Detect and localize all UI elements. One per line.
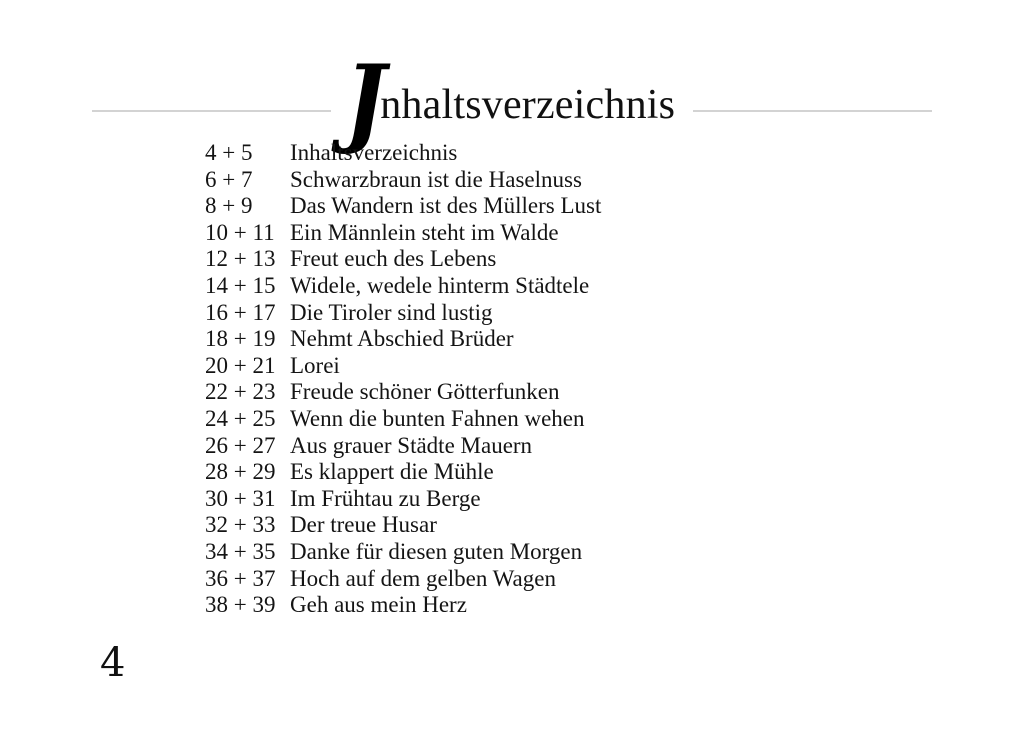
toc-entry-pages: 30 + 31 — [205, 485, 276, 511]
toc-entry-pages: 38 + 39 — [205, 592, 276, 618]
toc-entry-pages: 8 + 9 — [205, 193, 253, 219]
toc-entry-title: Freut euch des Lebens — [290, 246, 497, 272]
toc-entry[interactable] — [0, 406, 1024, 433]
toc-entry[interactable] — [0, 592, 1024, 619]
toc-entry-title: Geh aus mein Herz — [290, 592, 467, 618]
toc-entry-pages: 36 + 37 — [205, 565, 276, 591]
toc-entry-title: Es klappert die Mühle — [290, 459, 494, 485]
drop-cap-initial: J — [344, 44, 381, 157]
toc-entry-pages: 10 + 11 — [205, 219, 275, 245]
toc-entry-title: Wenn die bunten Fahnen wehen — [290, 405, 585, 431]
toc-entry-title: Freude schöner Götterfunken — [290, 379, 560, 405]
toc-entry-title: Widele, wedele hinterm Städtele — [290, 272, 590, 298]
toc-entry-title: Das Wandern ist des Müllers Lust — [290, 193, 602, 219]
toc-entry[interactable] — [0, 140, 1024, 167]
toc-entry-pages: 18 + 19 — [205, 326, 276, 352]
toc-entry-pages: 14 + 15 — [205, 272, 276, 298]
toc-entry-title: Inhaltsverzeichnis — [290, 140, 458, 165]
toc-entry[interactable] — [0, 566, 1024, 593]
toc-entry[interactable] — [0, 300, 1024, 327]
toc-entry-title: Schwarzbraun ist die Haselnuss — [290, 166, 582, 192]
toc-entry[interactable] — [0, 326, 1024, 353]
toc-entry[interactable] — [0, 539, 1024, 566]
toc-entry-pages: 16 + 17 — [205, 299, 276, 325]
toc-entry-title: Hoch auf dem gelben Wagen — [290, 565, 556, 591]
toc-entry-pages: 4 + 5 — [205, 140, 253, 165]
toc-entry[interactable] — [0, 167, 1024, 194]
toc-entry[interactable] — [0, 220, 1024, 247]
toc-entry-title: Lorei — [290, 352, 340, 378]
toc-entry-pages: 28 + 29 — [205, 459, 276, 485]
toc-entry-pages: 22 + 23 — [205, 379, 276, 405]
toc-entry-title: Ein Männlein steht im Walde — [290, 219, 559, 245]
toc-entry-pages: 20 + 21 — [205, 352, 276, 378]
toc-entry[interactable] — [0, 459, 1024, 486]
toc-entry-title: Danke für diesen guten Morgen — [290, 538, 583, 564]
toc-entry[interactable] — [0, 486, 1024, 513]
toc-entry[interactable] — [0, 246, 1024, 273]
toc-entry-title: Der treue Husar — [290, 512, 437, 538]
page-title-text: nhaltsverzeichnis — [380, 82, 676, 128]
toc-entry[interactable] — [0, 379, 1024, 406]
toc-entry-pages: 6 + 7 — [205, 166, 253, 192]
toc-entry-pages: 32 + 33 — [205, 512, 276, 538]
toc-entry-title: Nehmt Abschied Brüder — [290, 326, 514, 352]
toc-entry-pages: 24 + 25 — [205, 405, 276, 431]
toc-entry[interactable] — [0, 353, 1024, 380]
toc-entry[interactable] — [0, 273, 1024, 300]
toc-entry-pages: 26 + 27 — [205, 432, 276, 458]
toc-entry[interactable] — [0, 433, 1024, 460]
toc-entry-title: Aus grauer Städte Mauern — [290, 432, 533, 458]
table-of-contents — [0, 140, 1024, 619]
toc-entry-pages: 12 + 13 — [205, 246, 276, 272]
toc-entry[interactable] — [0, 193, 1024, 220]
toc-entry[interactable] — [0, 512, 1024, 539]
toc-entry-title: Im Frühtau zu Berge — [290, 485, 481, 511]
page-number: 4 — [100, 640, 126, 686]
toc-entry-pages: 34 + 35 — [205, 538, 276, 564]
toc-entry-title: Die Tiroler sind lustig — [290, 299, 493, 325]
